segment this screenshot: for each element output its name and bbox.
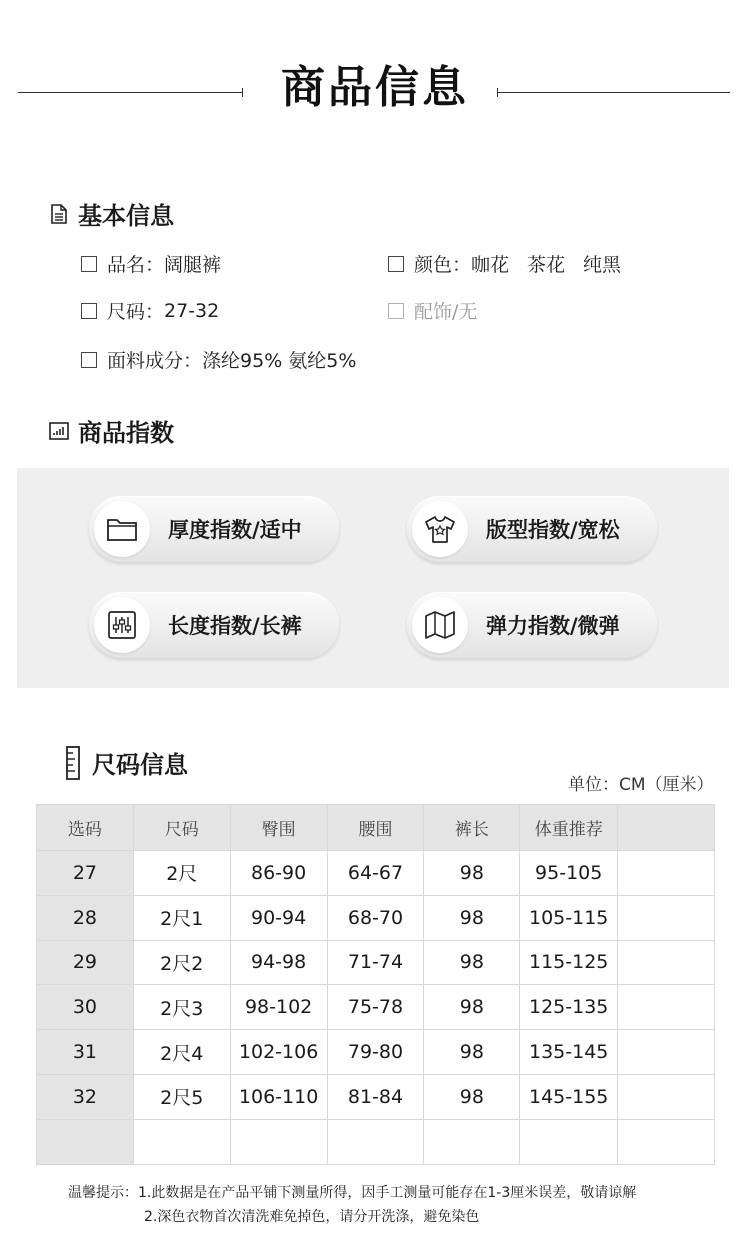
table-cell	[230, 1119, 327, 1164]
checkbox-icon	[81, 352, 97, 368]
table-cell: 106-110	[230, 1074, 327, 1119]
table-cell: 75-78	[327, 985, 424, 1030]
size-table	[36, 804, 715, 1165]
table-cell: 2尺3	[133, 985, 230, 1030]
table-cell	[618, 1074, 715, 1119]
table-cell: 98	[424, 1030, 520, 1075]
table-cell: 68-70	[327, 895, 424, 940]
table-cell	[618, 1119, 715, 1164]
table-cell: 29	[37, 940, 134, 985]
table-cell: 95-105	[520, 851, 618, 896]
table-cell: 2尺4	[133, 1030, 230, 1075]
basic-info-heading	[48, 196, 174, 231]
table-row	[37, 985, 715, 1030]
table-row	[37, 1030, 715, 1075]
table-cell: 102-106	[230, 1030, 327, 1075]
column-header: 尺码	[133, 805, 230, 851]
index-pill-fit	[407, 496, 657, 562]
tip-line-1: 温馨提示：1.此数据是在产品平铺下测量所得，因手工测量可能存在1-3厘米误差，敬请谅解	[68, 1185, 637, 1201]
bar-chart-icon	[48, 420, 70, 442]
table-cell: 2尺	[133, 851, 230, 896]
table-cell	[133, 1119, 230, 1164]
table-cell: 64-67	[327, 851, 424, 896]
table-cell: 86-90	[230, 851, 327, 896]
page-title: 商品信息	[281, 62, 469, 113]
table-cell	[37, 1119, 134, 1164]
index-pill-elasticity	[407, 592, 657, 658]
info-accessory	[388, 297, 477, 324]
color-label: 颜色：	[414, 254, 472, 276]
table-header-row	[37, 805, 715, 851]
table-cell: 98	[424, 985, 520, 1030]
product-name-value: 阔腿裤	[164, 254, 222, 276]
table-cell: 98	[424, 940, 520, 985]
size-info-heading	[62, 745, 188, 780]
table-cell: 79-80	[327, 1030, 424, 1075]
column-header	[618, 805, 715, 851]
index-pill-label: 长度指数/长裤	[168, 614, 302, 638]
table-cell: 71-74	[327, 940, 424, 985]
index-pill-length	[89, 592, 339, 658]
index-panel	[17, 468, 729, 688]
table-cell	[618, 985, 715, 1030]
size-unit: 单位：CM（厘米）	[568, 775, 714, 795]
basic-info-title: 基本信息	[78, 202, 174, 230]
product-name-label: 品名：	[107, 254, 165, 276]
tshirt-icon	[412, 501, 468, 557]
table-cell: 27	[37, 851, 134, 896]
index-heading	[48, 413, 174, 448]
size-info-title: 尺码信息	[92, 751, 188, 779]
fabric-label: 面料成分：	[107, 350, 203, 372]
table-cell: 81-84	[327, 1074, 424, 1119]
table-cell	[618, 851, 715, 896]
size-range-label: 尺码：	[107, 301, 165, 323]
fabric-value: 涤纶95% 氨纶5%	[202, 350, 357, 372]
info-colors	[388, 250, 639, 277]
table-cell	[618, 895, 715, 940]
tip-line-2: 2.深色衣物首次清洗难免掉色，请分开洗涤，避免染色	[144, 1209, 480, 1225]
table-cell	[618, 1030, 715, 1075]
column-header: 臀围	[230, 805, 327, 851]
document-icon	[48, 203, 70, 225]
table-cell: 94-98	[230, 940, 327, 985]
table-cell: 2尺5	[133, 1074, 230, 1119]
table-cell	[424, 1119, 520, 1164]
index-pill-label: 厚度指数/适中	[168, 518, 302, 542]
table-cell: 98	[424, 1074, 520, 1119]
table-cell: 98	[424, 851, 520, 896]
table-row	[37, 1074, 715, 1119]
table-cell: 145-155	[520, 1074, 618, 1119]
info-fabric	[81, 346, 356, 373]
column-header: 裤长	[424, 805, 520, 851]
care-tips	[68, 1181, 636, 1229]
table-cell: 2尺2	[133, 940, 230, 985]
table-cell: 31	[37, 1030, 134, 1075]
checkbox-icon	[388, 256, 404, 272]
ruler-icon	[62, 752, 84, 774]
table-cell: 2尺1	[133, 895, 230, 940]
index-pill-label: 版型指数/宽松	[486, 518, 620, 542]
table-cell: 28	[37, 895, 134, 940]
info-size-range	[81, 297, 219, 324]
index-title: 商品指数	[78, 419, 174, 447]
color-option: 茶花	[527, 254, 566, 276]
size-range-value: 27-32	[164, 299, 220, 322]
info-product-name	[81, 250, 221, 277]
table-cell	[520, 1119, 618, 1164]
table-row	[37, 895, 715, 940]
table-cell: 105-115	[520, 895, 618, 940]
accessory-text: 配饰/无	[414, 301, 478, 323]
table-cell: 98	[424, 895, 520, 940]
column-header: 腰围	[327, 805, 424, 851]
table-cell	[327, 1119, 424, 1164]
map-icon	[412, 597, 468, 653]
table-cell: 90-94	[230, 895, 327, 940]
table-cell: 125-135	[520, 985, 618, 1030]
table-row	[37, 940, 715, 985]
color-option: 纯黑	[583, 254, 622, 276]
index-pill-thickness	[89, 496, 339, 562]
table-cell: 98-102	[230, 985, 327, 1030]
table-cell: 32	[37, 1074, 134, 1119]
checkbox-icon	[81, 256, 97, 272]
column-header: 选码	[37, 805, 134, 851]
checkbox-icon	[388, 303, 404, 319]
table-cell: 135-145	[520, 1030, 618, 1075]
table-row	[37, 851, 715, 896]
column-header: 体重推荐	[520, 805, 618, 851]
table-cell: 115-125	[520, 940, 618, 985]
checkbox-icon	[81, 303, 97, 319]
sliders-icon	[94, 597, 150, 653]
table-cell: 30	[37, 985, 134, 1030]
table-row	[37, 1119, 715, 1164]
color-option: 咖花	[471, 254, 510, 276]
folder-icon	[94, 501, 150, 557]
table-cell	[618, 940, 715, 985]
index-pill-label: 弹力指数/微弹	[486, 614, 620, 638]
